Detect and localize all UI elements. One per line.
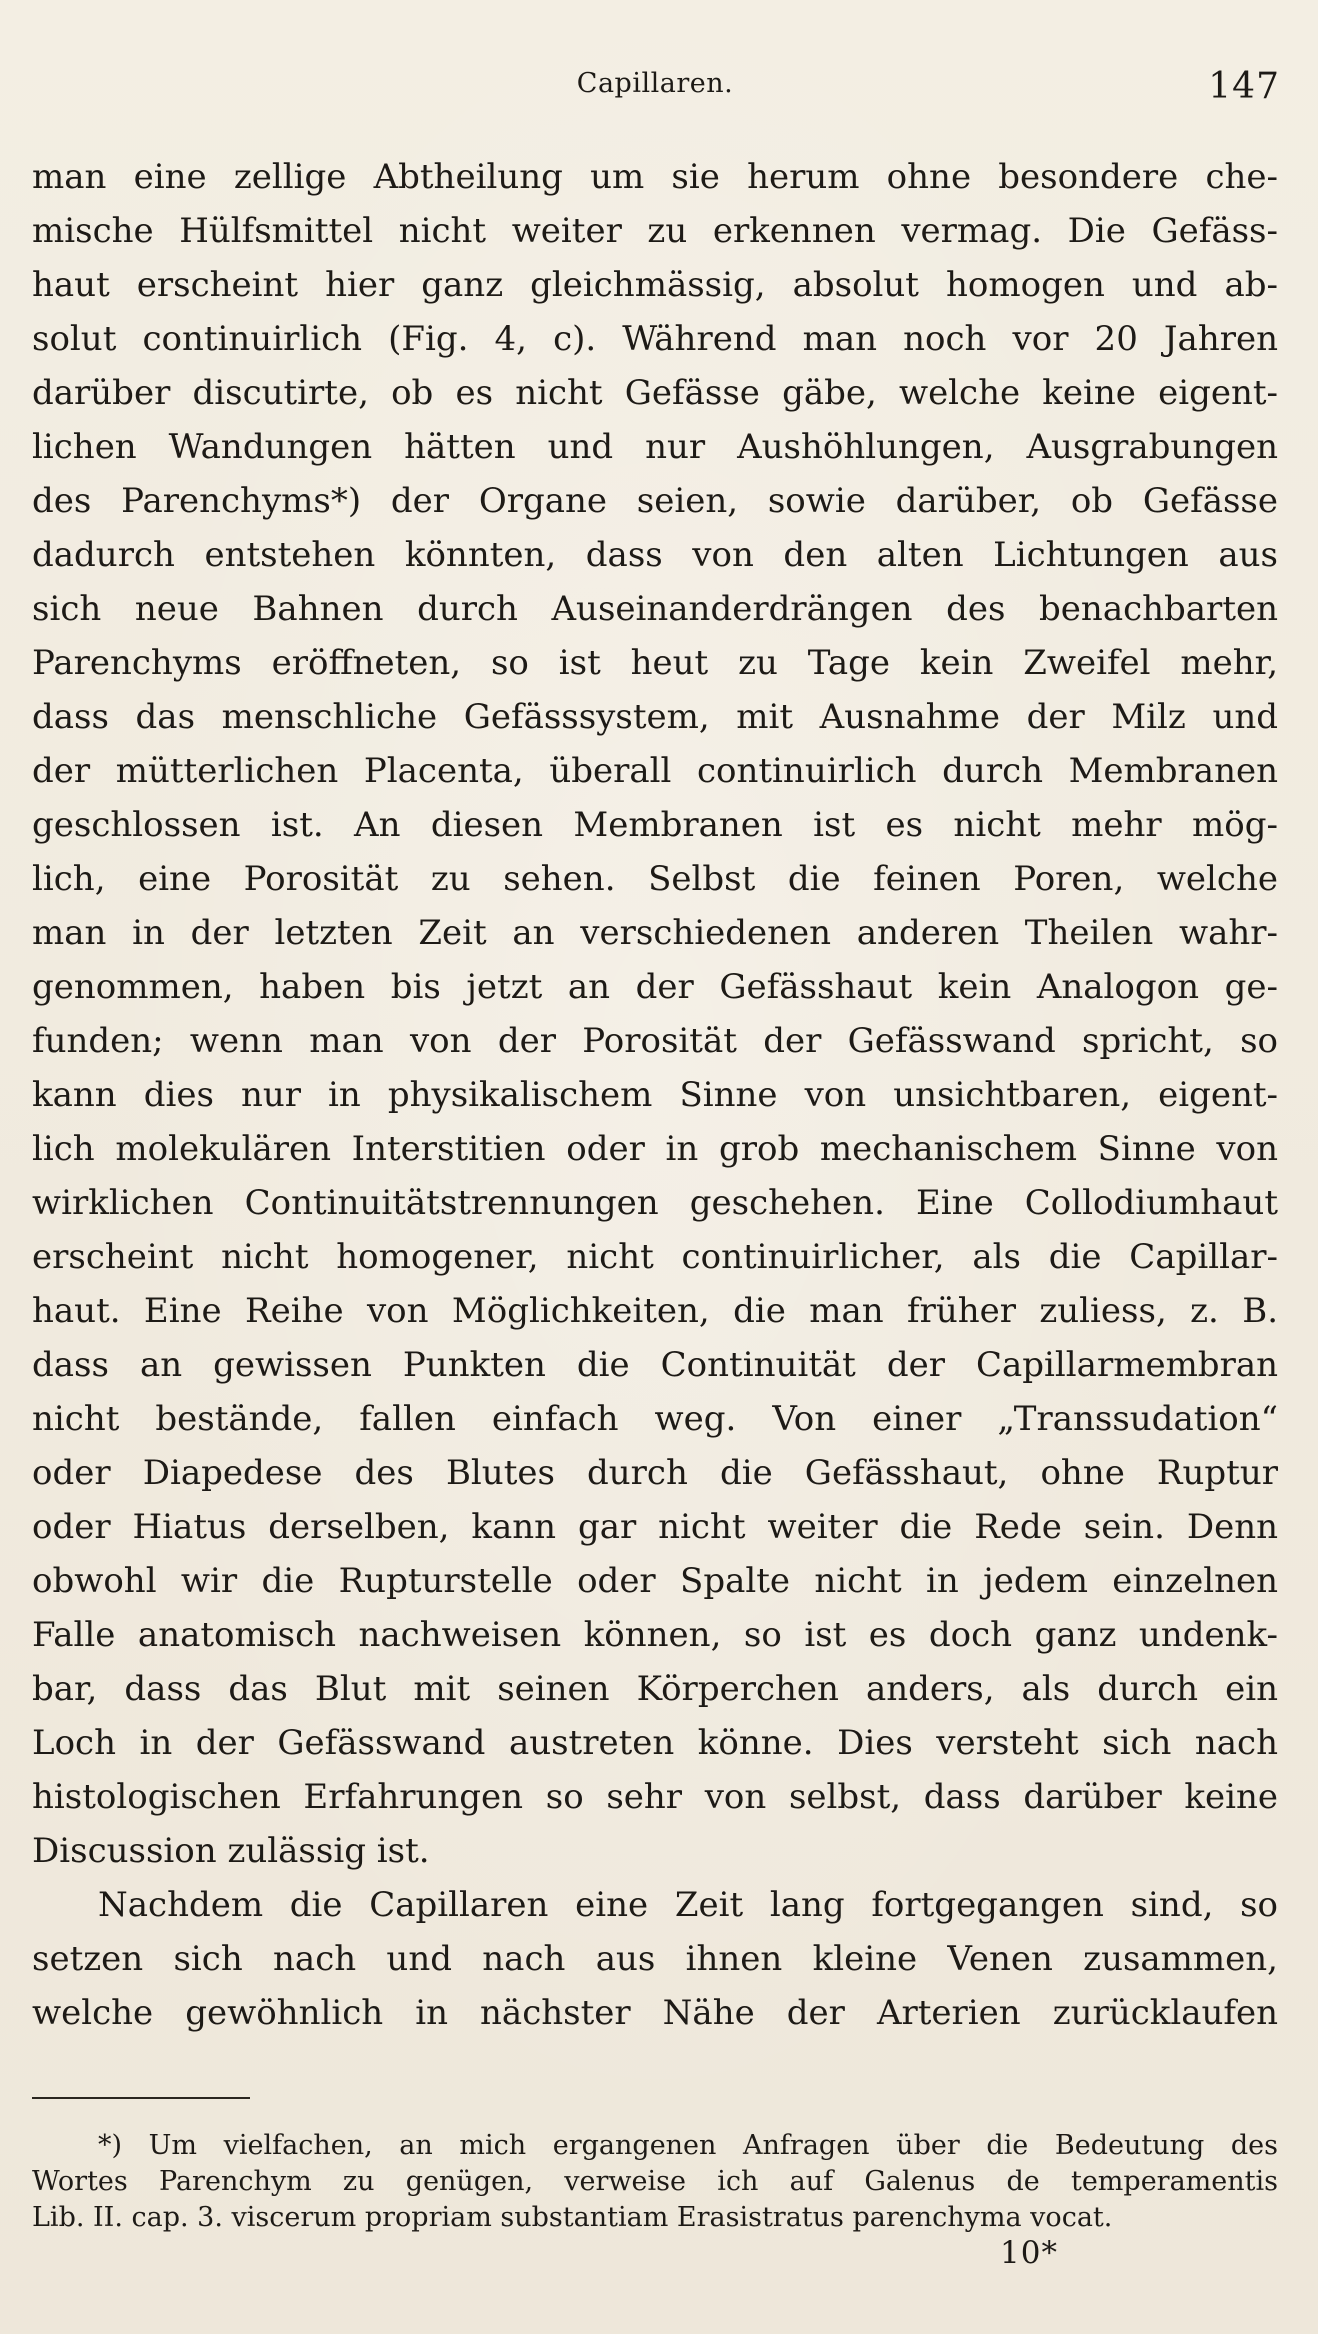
text-line: lichen Wandungen hätten und nur Aushöhlungen, Ausgrabungen (32, 427, 1278, 467)
footnote-line: Lib. II. cap. 3. viscerum propriam substantiam Erasistratus parenchyma vocat. (32, 2202, 1113, 2233)
text-line: geschlossen ist. An diesen Membranen ist es nicht mehr mög- (32, 805, 1278, 845)
text-line: des Parenchyms*) der Organe seien, sowie darüber, ob Gefässe (32, 481, 1278, 521)
text-line: erscheint nicht homogener, nicht continuirlicher, als die Capillar- (32, 1237, 1278, 1277)
text-line: dass an gewissen Punkten die Continuität der Capillarmembran (32, 1345, 1278, 1385)
text-line: bar, dass das Blut mit seinen Körperchen anders, als durch ein (32, 1669, 1278, 1709)
page-number: 147 (1208, 66, 1280, 107)
text-line: histologischen Erfahrungen so sehr von selbst, dass darüber keine (32, 1777, 1278, 1817)
text-line: lich molekulären Interstitien oder in grob mechanischem Sinne von (32, 1129, 1278, 1169)
text-line: oder Hiatus derselben, kann gar nicht weiter die Rede sein. Denn (32, 1507, 1278, 1547)
text-line: Discussion zulässig ist. (32, 1831, 430, 1871)
text-line: Falle anatomisch nachweisen können, so ist es doch ganz undenk- (32, 1615, 1278, 1655)
text-line: man in der letzten Zeit an verschiedenen anderen Theilen wahr- (32, 913, 1278, 953)
text-line: genommen, haben bis jetzt an der Gefässhaut kein Analogon ge- (32, 967, 1278, 1007)
footnote-divider (32, 2097, 250, 2099)
text-line: Nachdem die Capillaren eine Zeit lang fortgegangen sind, so (98, 1885, 1278, 1925)
text-line: der mütterlichen Placenta, überall continuirlich durch Membranen (32, 751, 1278, 791)
text-line: dass das menschliche Gefässsystem, mit Ausnahme der Milz und (32, 697, 1278, 737)
text-line: Parenchyms eröffneten, so ist heut zu Tage kein Zweifel mehr, (32, 643, 1278, 683)
text-line: kann dies nur in physikalischem Sinne von unsichtbaren, eigent- (32, 1075, 1278, 1115)
footnote-line: *) Um vielfachen, an mich ergangenen Anfragen über die Bedeutung des (98, 2130, 1278, 2161)
text-line: haut erscheint hier ganz gleichmässig, absolut homogen und ab- (32, 265, 1278, 305)
body-text (32, 150, 1278, 2040)
text-line: solut continuirlich (Fig. 4, c). Während man noch vor 20 Jahren (32, 319, 1278, 359)
text-line: nicht bestände, fallen einfach weg. Von einer „Transsudation“ (32, 1399, 1278, 1439)
text-line: funden; wenn man von der Porosität der Gefässwand spricht, so (32, 1021, 1278, 1061)
text-line: man eine zellige Abtheilung um sie herum ohne besondere che- (32, 157, 1278, 197)
footnote (32, 2128, 1278, 2236)
text-line: wirklichen Continuitätstrennungen geschehen. Eine Collodiumhaut (32, 1183, 1278, 1223)
page-header (30, 60, 1280, 110)
text-line: dadurch entstehen könnten, dass von den alten Lichtungen aus (32, 535, 1278, 575)
footnote-line: Wortes Parenchym zu genügen, verweise ich auf Galenus de temperamentis (32, 2166, 1278, 2197)
text-line: welche gewöhnlich in nächster Nähe der Arterien zurücklaufen (32, 1993, 1278, 2033)
text-line: lich, eine Porosität zu sehen. Selbst die feinen Poren, welche (32, 859, 1278, 899)
running-head: Capillaren. (576, 68, 734, 99)
text-line: obwohl wir die Rupturstelle oder Spalte nicht in jedem einzelnen (32, 1561, 1278, 1601)
text-line: Loch in der Gefässwand austreten könne. Dies versteht sich nach (32, 1723, 1278, 1763)
text-line: setzen sich nach und nach aus ihnen kleine Venen zusammen, (32, 1939, 1278, 1979)
text-line: darüber discutirte, ob es nicht Gefässe gäbe, welche keine eigent- (32, 373, 1278, 413)
text-line: sich neue Bahnen durch Auseinanderdrängen des benachbarten (32, 589, 1278, 629)
text-line: haut. Eine Reihe von Möglichkeiten, die man früher zuliess, z. B. (32, 1291, 1278, 1331)
text-line: oder Diapedese des Blutes durch die Gefässhaut, ohne Ruptur (32, 1453, 1278, 1493)
text-line: mische Hülfsmittel nicht weiter zu erkennen vermag. Die Gefäss- (32, 211, 1278, 251)
printer-signature: 10* (1000, 2235, 1058, 2271)
